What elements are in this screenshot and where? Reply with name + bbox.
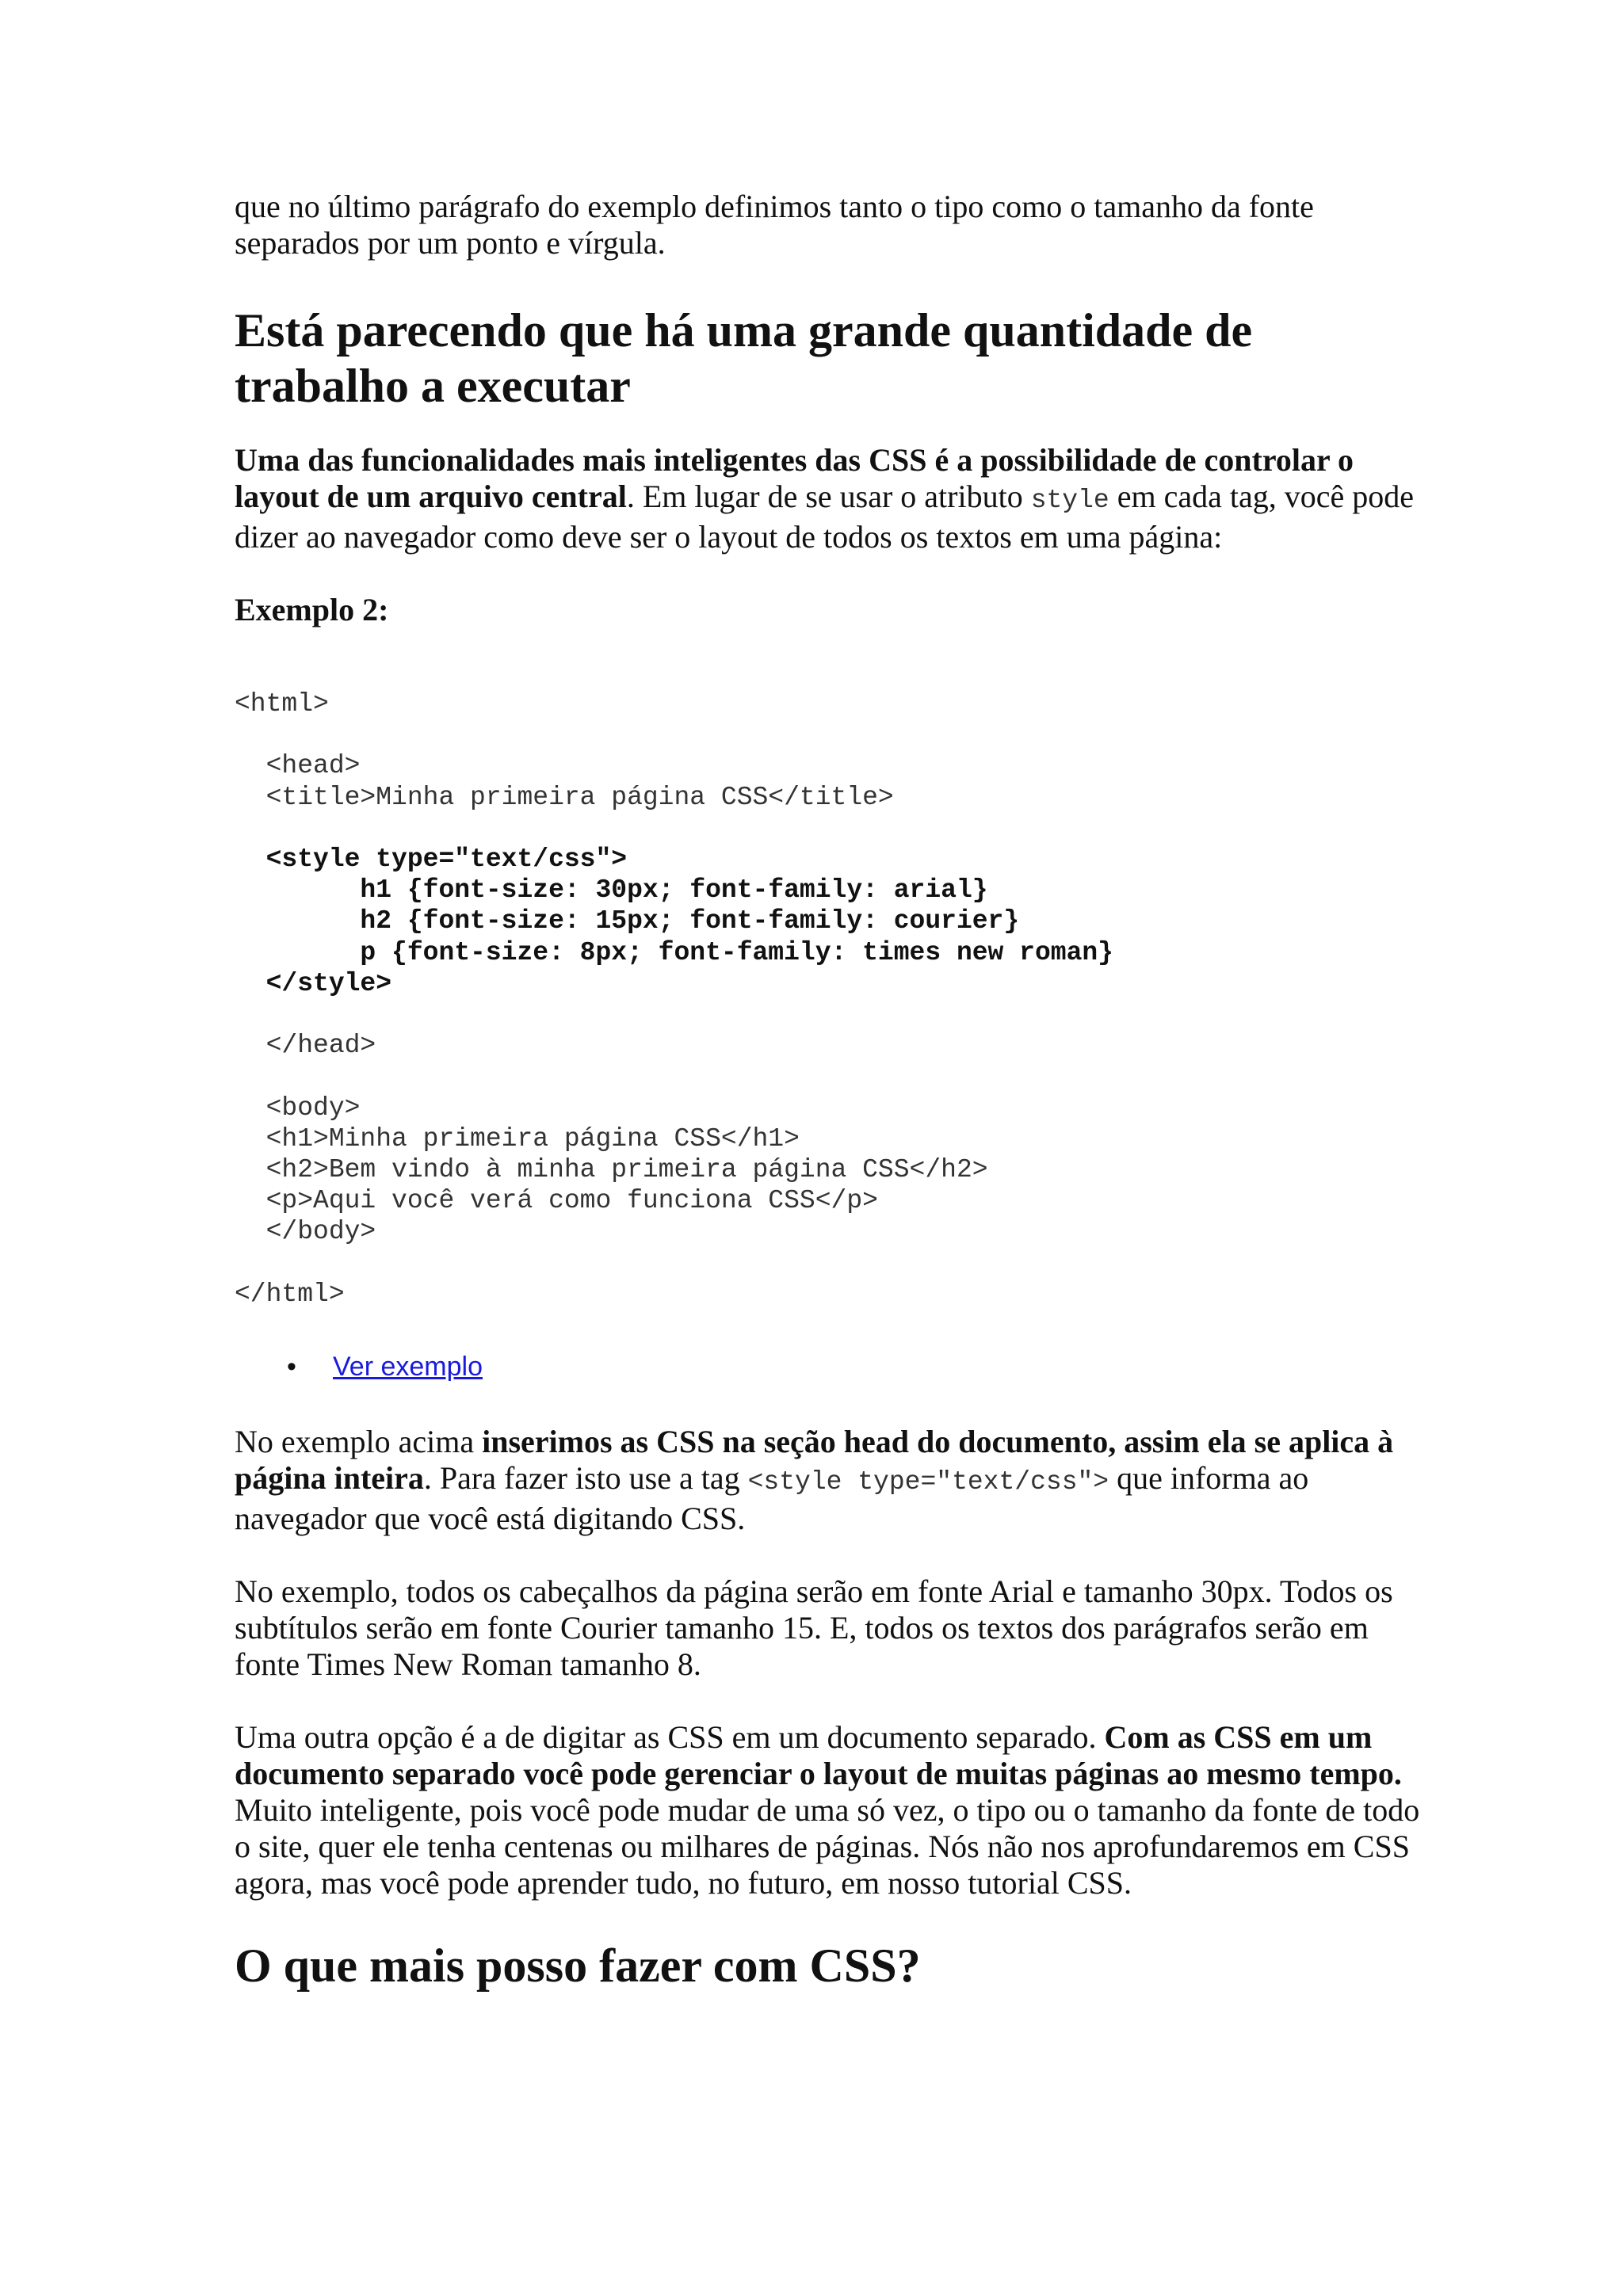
code-line: <p>Aqui você verá como funciona CSS</p> (235, 1186, 878, 1216)
separate-bold-text: Com as CSS em um documento separado você pode gerenciar o layout de muitas páginas ao mesmo tempo. (235, 1719, 1402, 1792)
bullet-icon: • (287, 1352, 296, 1383)
code-line: <h1>Minha primeira página CSS</h1> (235, 1123, 800, 1154)
separate-text-2: Muito inteligente, pois você pode mudar de uma só vez, o tipo ou o tamanho da fonte de todo o site, quer ele tenha centenas ou milhares de páginas. Nós não nos aprofundaremos em CSS agora, mas você pode aprender tudo, no futuro, em nosso tutorial CSS. (235, 1792, 1420, 1901)
code-line-bold: </style> (235, 968, 392, 998)
functionality-paragraph (235, 442, 1423, 555)
code-block (235, 688, 1423, 1310)
code-line-bold: h1 {font-size: 30px; font-family: arial} (235, 875, 988, 906)
code-line: <title>Minha primeira página CSS</title> (235, 782, 894, 812)
code-line: </body> (235, 1217, 376, 1247)
heading-line-1: Está parecendo que há uma grande quantidade de (235, 304, 1253, 357)
intro-line-2: separados por um ponto e vírgula. (235, 225, 666, 261)
ver-exemplo-link[interactable]: Ver exemplo (333, 1352, 483, 1383)
example-label: Exemplo 2: (235, 592, 389, 627)
code-line: </head> (235, 1031, 376, 1061)
head-section-paragraph (235, 1424, 1423, 1537)
document-page (235, 189, 1423, 1993)
head-text-2: . Para fazer isto use a tag (423, 1460, 748, 1497)
head-text-3: que informa ao navegador que você está digitando CSS. (235, 1460, 1309, 1537)
intro-paragraph (235, 189, 1423, 261)
fonts-paragraph: No exemplo, todos os cabeçalhos da página serão em fonte Arial e tamanho 30px. Todos os subtítulos serão em fonte Courier tamanho 15. E, todos os textos dos parágrafos serão em fonte Times New Roman tamanho 8. (235, 1573, 1393, 1683)
separate-document-paragraph (235, 1719, 1423, 1901)
code-line-bold: p {font-size: 8px; font-family: times new roman} (235, 937, 1113, 967)
code-line: <html> (235, 689, 329, 719)
code-line-bold: h2 {font-size: 15px; font-family: courier} (235, 906, 1020, 936)
head-bold-text: inserimos as CSS na seção head do documento, assim ela se aplica à página inteira (235, 1424, 1394, 1497)
code-line: <body> (235, 1093, 361, 1123)
code-line-bold: <style type="text/css"> (235, 845, 628, 875)
list-item (235, 1351, 1423, 1383)
heading-line-2: trabalho a executar (235, 360, 631, 412)
functionality-text-1: . Em lugar de se usar o atributo (626, 479, 1031, 514)
separate-text-1: Uma outra opção é a de digitar as CSS em um documento separado. (235, 1719, 1105, 1756)
functionality-bold-text: Uma das funcionalidades mais inteligentes das CSS é a possibilidade de controlar o layout de um arquivo central (235, 442, 1354, 514)
section-heading-o-que-mais: O que mais posso fazer com CSS? (235, 1939, 921, 1993)
code-line: <head> (235, 751, 361, 781)
section-heading-trabalho (235, 303, 1423, 414)
head-text-1: No exemplo acima (235, 1424, 483, 1460)
inline-code-style-tag: <style type="text/css"> (747, 1467, 1109, 1497)
intro-line-1: que no último parágrafo do exemplo definimos tanto o tipo como o tamanho da fonte (235, 189, 1314, 224)
inline-code-style: style (1030, 486, 1109, 515)
code-line: </html> (235, 1279, 345, 1309)
code-line: <h2>Bem vindo à minha primeira página CSS</h2> (235, 1155, 988, 1185)
functionality-text-2: em cada tag, você pode dizer ao navegador como deve ser o layout de todos os textos em uma página: (235, 479, 1414, 555)
